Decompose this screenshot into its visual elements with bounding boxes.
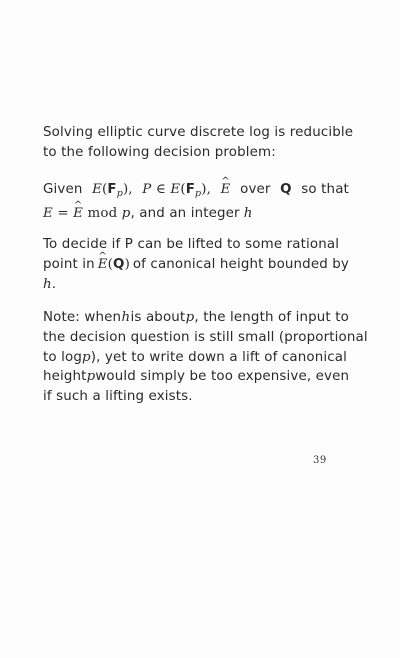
math-E-hat: ^ E (221, 180, 231, 204)
paragraph-decide (43, 235, 349, 294)
text-line: E = ^ E mod p, and an integer h (43, 204, 349, 224)
math-Ehat-Q: ^ E(Q) (98, 255, 130, 275)
page-number: 39 (313, 455, 327, 466)
paragraph-intro (43, 123, 354, 163)
text-line: to the following decision problem: (43, 144, 276, 160)
text-line: height p would simply be too expensive, even (43, 369, 350, 385)
math-Q: Q (280, 182, 292, 197)
paragraph-given (43, 180, 349, 224)
paragraph-note (43, 308, 368, 407)
text-line: the decision question is still small (proportional (43, 329, 368, 345)
text-line: To decide if P can be lifted to some rational (43, 237, 340, 252)
text-line: h. (43, 276, 57, 292)
math-P-in-E: P ∈ $E(F_p)$, (142, 182, 212, 199)
text-line: to logp), yet to write down a lift of canonical (43, 349, 347, 365)
text-line: Given $E(F_p)$, P ∈ $E(F_p)$, ^ E over Q so that (43, 180, 349, 204)
text-line: Note: when h is about p, the length of input to (43, 310, 349, 325)
text-line: if such a lifting exists. (43, 389, 193, 405)
math-E-Fp: $E(F_p)$, (92, 182, 133, 199)
text-line: Solving elliptic curve discrete log is reducible (43, 125, 354, 140)
text-line: point in ^ E(Q) of canonical height bounded by (43, 255, 349, 275)
